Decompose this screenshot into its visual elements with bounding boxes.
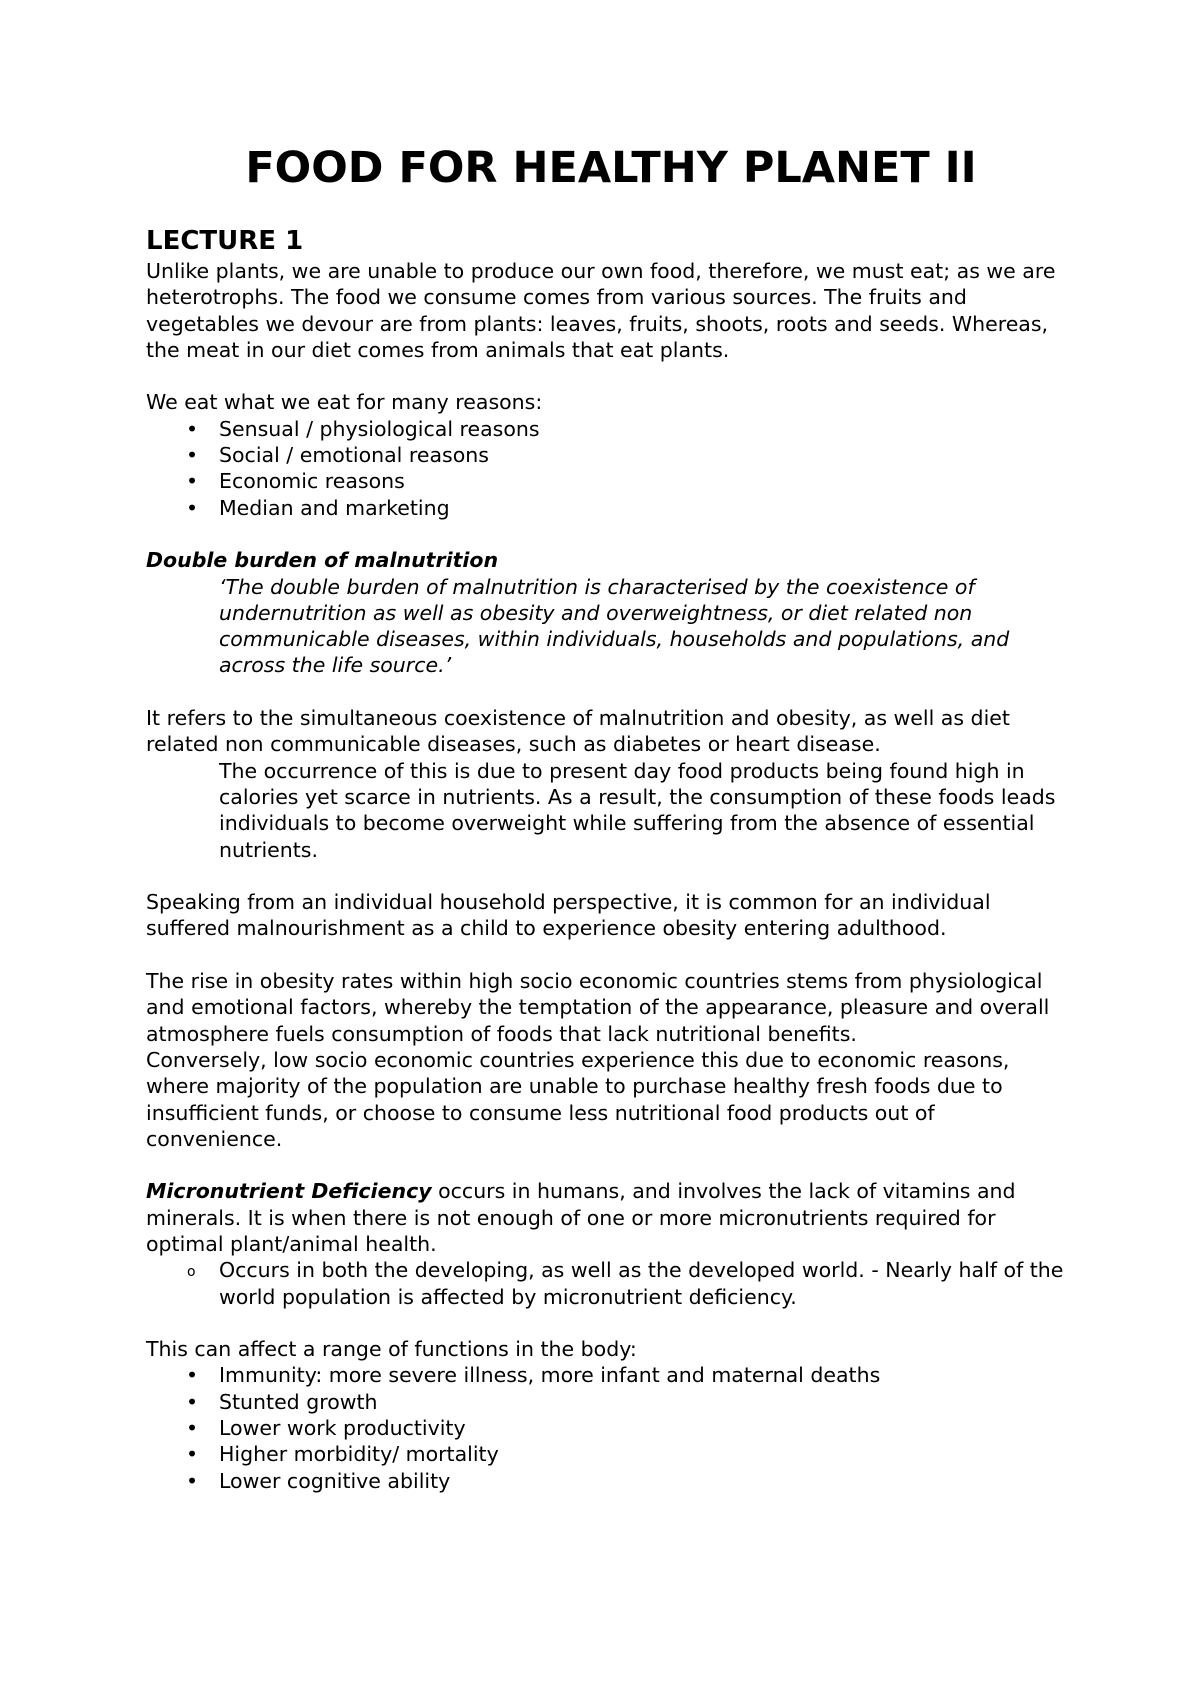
list-item: • Immunity: more severe illness, more infant and maternal deaths [186, 1363, 881, 1388]
micronutrient-term: Micronutrient Deficiency [146, 1179, 432, 1204]
bullet-icon: • [186, 469, 199, 494]
bullet-icon: • [186, 1442, 199, 1467]
list-item: o Occurs in both the developing, as well as the developed world. - Nearly half of the world population is affected by micronutrient deficiency. [187, 1258, 1064, 1309]
bullet-icon: • [186, 1363, 199, 1388]
list-item: • Higher morbidity/ mortality [186, 1442, 499, 1467]
bullet-icon: • [186, 495, 199, 520]
list-item: • Sensual / physiological reasons [186, 416, 540, 441]
reasons-list [146, 416, 1076, 521]
occurrence-paragraph: The occurrence of this is due to present day food products being found high in calories yet scarce in nutrients. As a result, the consumption of these foods leads individuals to become overweight while suffering from the absence of essential nutrients. [219, 758, 1056, 862]
list-item: • Median and marketing [186, 495, 450, 520]
list-item: • Social / emotional reasons [186, 443, 489, 468]
list-item: • Lower work productivity [186, 1416, 466, 1441]
hollow-circle-bullet-icon: o [187, 1264, 196, 1281]
refers-paragraph: It refers to the simultaneous coexistence of malnutrition and obesity, as well as diet related non communicable diseases, such as diabetes or heart disease. [146, 706, 1010, 757]
document-page [146, 138, 1076, 1494]
obesity-paragraph: The rise in obesity rates within high socio economic countries stems from physiological and emotional factors, whereby the temptation of the appearance, pleasure and overall atmosphere fuels consumption of foods that lack nutritional benefits. [146, 969, 1050, 1046]
double-burden-quote: ‘The double burden of malnutrition is characterised by the coexistence of undernutrition as well as obesity and overweightness, or diet related non communicable diseases, within individuals, households and populations, and across the life source.’ [219, 574, 1010, 678]
bullet-icon: • [186, 1416, 199, 1441]
bullet-icon: • [186, 416, 199, 441]
functions-intro: This can affect a range of functions in the body: [146, 1337, 637, 1362]
bullet-icon: • [186, 443, 199, 468]
bullet-icon: • [186, 1389, 199, 1414]
conversely-paragraph: Conversely, low socio economic countries experience this due to economic reasons, where majority of the population are unable to purchase healthy fresh foods due to insufficient funds, or choose to consume less nutritional food products out of convenience. [146, 1047, 1010, 1151]
list-item: • Lower cognitive ability [186, 1468, 451, 1493]
lecture-heading: LECTURE 1 [146, 226, 304, 256]
intro-paragraph: Unlike plants, we are unable to produce our own food, therefore, we must eat; as we are heterotrophs. The food we consume comes from various sources. The fruits and vegetables we devour are from plants: leaves, fruits, shoots, roots and seeds. Whereas, the meat in our diet comes from animals that eat plants. [146, 259, 1056, 362]
micronutrient-sub-list [146, 1257, 1076, 1310]
double-burden-heading: Double burden of malnutrition [146, 548, 499, 573]
household-paragraph: Speaking from an individual household perspective, it is common for an individual suffered malnourishment as a child to experience obesity entering adulthood. [146, 890, 991, 941]
micronutrient-paragraph: Micronutrient Deficiency occurs in humans, and involves the lack of vitamins and minerals. It is when there is not enough of one or more micronutrients required for optimal plant/animal health. [146, 1179, 1016, 1256]
reasons-intro: We eat what we eat for many reasons: [146, 390, 543, 415]
list-item: • Economic reasons [186, 469, 405, 494]
document-title: FOOD FOR HEALTHY PLANET II [245, 143, 977, 193]
functions-list [146, 1362, 1076, 1493]
list-item: • Stunted growth [186, 1389, 378, 1414]
bullet-icon: • [186, 1468, 199, 1493]
